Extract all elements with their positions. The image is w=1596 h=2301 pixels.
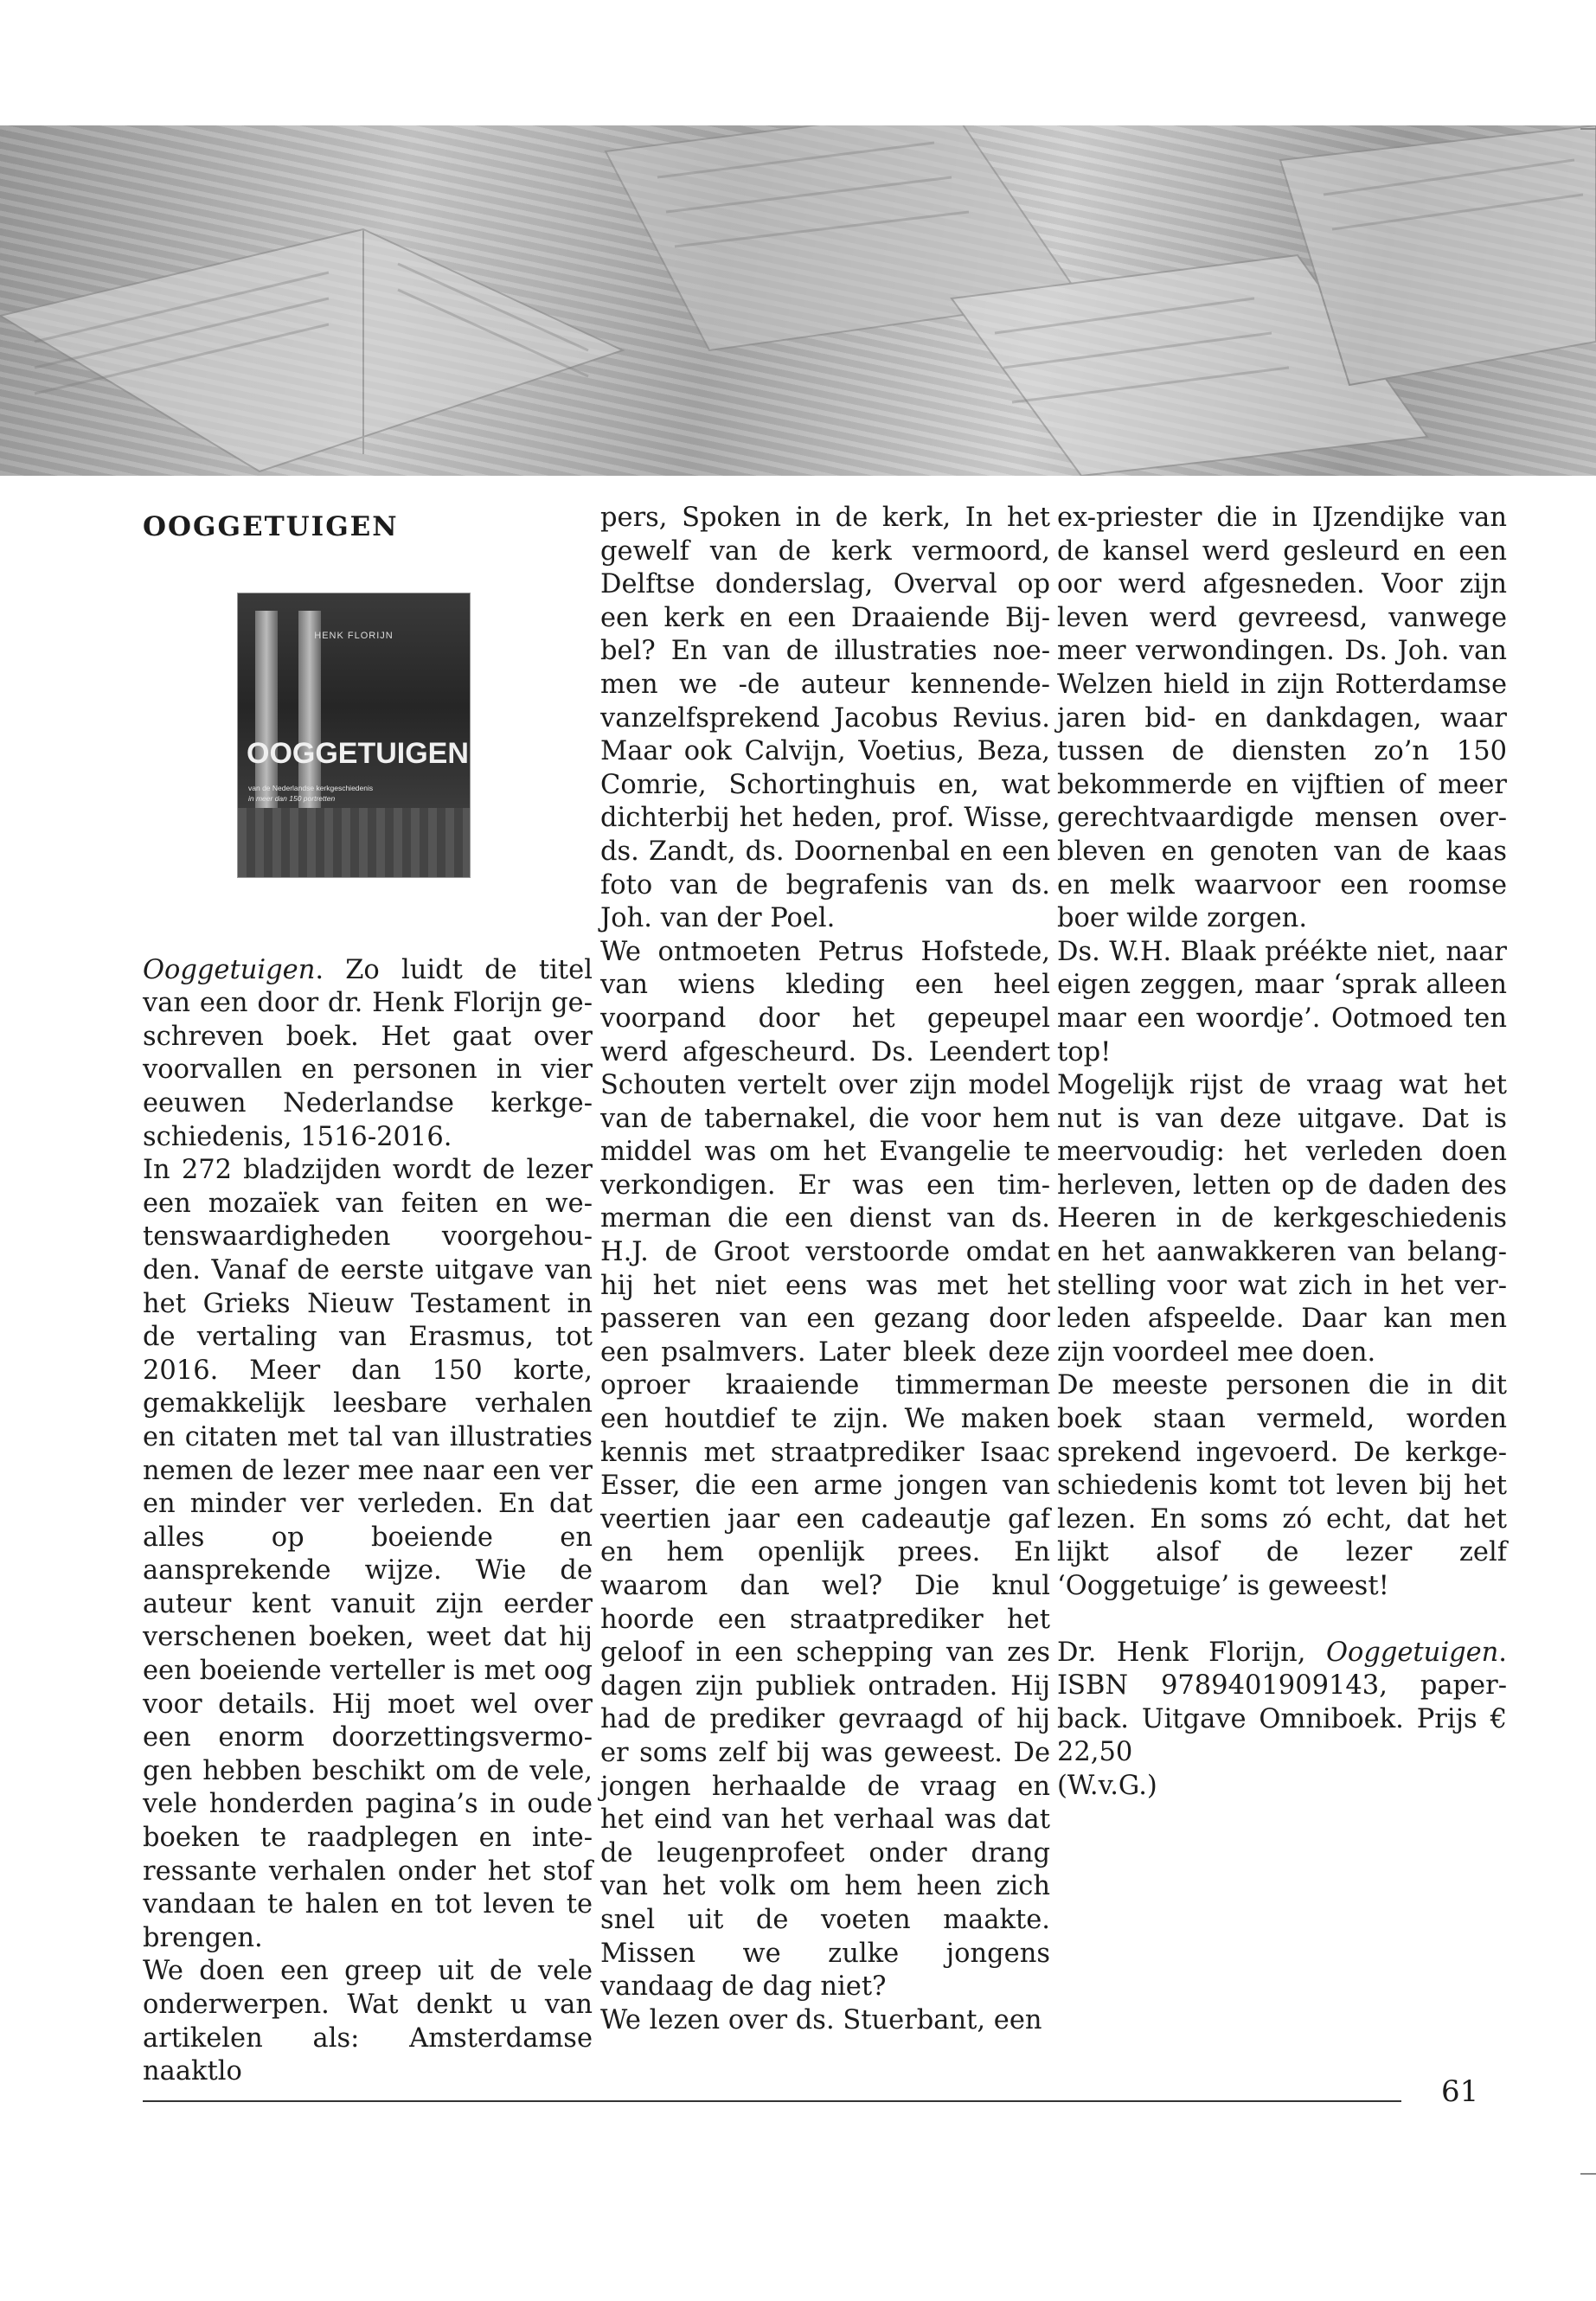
header-photo-books (0, 125, 1596, 476)
book-title-italic: Ooggetuigen (143, 954, 316, 985)
paragraph: Ds. W.H. Blaak préékte niet, naar eigen zeggen, maar ‘sprak alleen maar een woordje’. Ootmoed ten top! (1057, 936, 1507, 1067)
paragraph: We ontmoeten Petrus Hofstede, van wiens kleding een heel voorpand door het gepeupel werd afgescheurd. Ds. Leendert Schouten vertelt over zijn model van de tabernakel, die voor hem middel was om het Evangelie te verkondigen. Er was een timmerman die een dienst van ds. H.J. de Groot verstoorde omdat hij het niet eens was met het passeren van een gezang door een psalmvers. Later bleek deze oproer kraaiende timmerman een houtdief te zijn. We maken kennis met straatprediker Isaac Esser, die een arme jongen van veertien jaar een cadeautje gaf en hem openlijk prees. En waarom dan wel? Die knul hoorde een straatprediker het geloof in een schepping van zes dagen zijn publiek ontraden. Hij had de prediker gevraagd of hij er soms zelf bij was geweest. De jongen herhaalde de vraag en het eind van het verhaal was dat de leugenprofeet onder drang van het volk om hem heen zich snel uit de voeten maakte. Missen we zulke jongens vandaag de dag niet? (600, 936, 1050, 2003)
paragraph: Mogelijk rijst de vraag wat het nut is van deze uitgave. Dat is meervoudig: het verleden doen herleven, letten op de daden des Heeren in de kerkgeschiedenis en het aanwakkeren van belangstelling voor wat zich in het verleden afspeelde. Daar kan men zijn voordeel mee doen. (1057, 1070, 1507, 1368)
paragraph: In 272 bladzijden wordt de lezer een mozaïek van feiten en wetenswaardigheden voorgehouden. Vanaf de eerste uitgave van het Grieks Nieuw Testament in de vertaling van Erasmus, tot 2016. Meer dan 150 korte, gemakkelijk leesbare verhalen en citaten met tal van illustraties nemen de lezer mee naar een ver en minder ver verleden. En dat alles op boeiende en aansprekende wijze. Wie de auteur kent vanuit zijn eerder verschenen boeken, weet dat hij een boeiende verteller is met oog voor details. Hij moet wel over een enorm doorzettingsvermogen hebben beschikt om de vele, vele honderden pagina’s in oude boeken te raadplegen en interessante verhalen onder het stof vandaan te halen en tot leven te brengen. (143, 1155, 593, 1953)
paragraph (143, 954, 593, 1155)
page-number: 61 (1441, 2074, 1479, 2109)
reference-details: . ISBN 9789401909143, paperback. Uitgave Omniboek. Prijs € 22,50 (1057, 1637, 1507, 1768)
paragraph: pers, Spoken in de kerk, In het gewelf van de kerk vermoord, Delftse donderslag, Overval op een kerk en een Draaiende Bijbel? En van de illustraties noemen we -de auteur kennende-vanzelfsprekend Jacobus Revius. Maar ook Calvijn, Voetius, Beza, Comrie, Schortinghuis en, wat dichterbij het heden, prof. Wisse, ds. Zandt, ds. Doornenbal en een foto van de begrafenis van ds. Joh. van der Poel. (600, 503, 1050, 934)
section-title: OOGGETUIGEN (143, 511, 399, 542)
column-1 (143, 502, 593, 2089)
book-cover-image (237, 593, 471, 878)
crop-mark-icon (1580, 128, 1596, 130)
crop-mark-icon (1580, 2173, 1596, 2175)
column-2 (600, 502, 1050, 2037)
paragraph-text: . Zo luidt de titel van een door dr. Henk Florijn geschreven boek. Het gaat over voorvallen en personen in vier eeuwen Nederlandse kerkgeschiedenis, 1516-2016. (143, 954, 593, 1152)
footer-rule (143, 2100, 1401, 2102)
cover-author: HENK FLORIJN (314, 630, 394, 641)
reference-title: Ooggetuigen (1325, 1637, 1499, 1668)
cover-subtitle-2: in meer dan 150 portretten (248, 793, 336, 803)
books-illustration-icon (0, 125, 1596, 476)
reviewer-signature: (W.v.G.) (1057, 1770, 1157, 1801)
cover-subtitle-1: van de Nederlandse kerkgeschiedenis (248, 783, 374, 792)
paragraph: We lezen over ds. Stuerbant, een (600, 2004, 1042, 2035)
cover-title: OOGGETUIGEN (247, 736, 469, 770)
reference-author: Dr. Henk Florijn, (1057, 1637, 1326, 1668)
floor-tiles-icon (238, 808, 470, 877)
paragraph: De meeste personen die in dit boek staan vermeld, worden sprekend ingevoerd. De kerkgeschiedenis komt tot leven bij het lezen. En soms zó echt, dat het lijkt alsof de lezer zelf ‘Ooggetuige’ is geweest! (1057, 1370, 1507, 1601)
book-reference (1057, 1637, 1507, 1770)
paragraph: ex-priester die in IJzendijke van de kansel werd gesleurd en een oor werd afgesneden. Voor zijn leven werd gevreesd, vanwege meer verwondingen. Ds. Joh. van Welzen hield in zijn Rotterdamse jaren bid- en dankdagen, waar tussen de diensten zo’n 150 bekommerde en vijftien of meer gerechtvaardigde mensen overbleven en genoten van de kaas en melk waarvoor een roomse boer wilde zorgen. (1057, 503, 1507, 934)
column-3 (1057, 502, 1507, 1804)
paragraph: We doen een greep uit de vele onderwerpen. Wat denkt u van artikelen als: Amsterdamse naaktlo (143, 1956, 593, 2087)
